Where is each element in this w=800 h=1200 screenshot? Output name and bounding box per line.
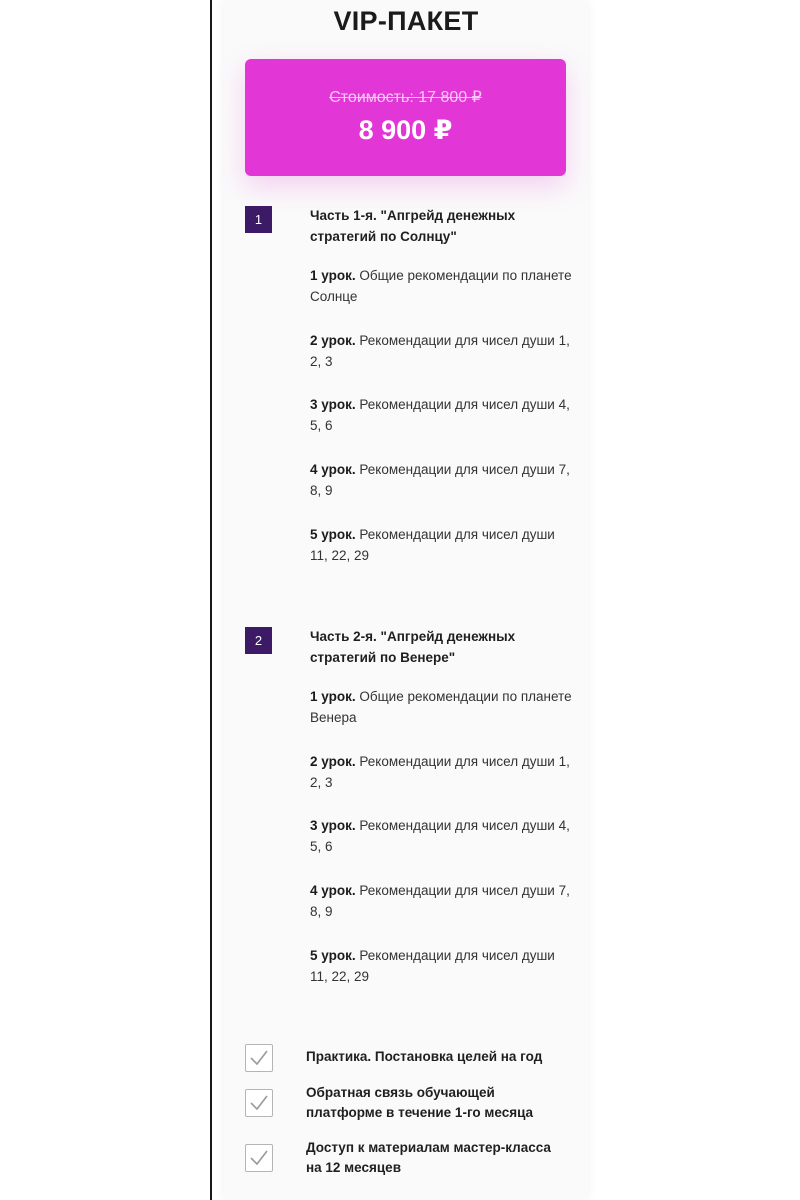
- lesson-text: Рекомендации для чисел души 1, 2, 3: [310, 333, 570, 369]
- lesson-text: Рекомендации для чисел души 11, 22, 29: [310, 527, 555, 563]
- lesson-text: Общие рекомендации по планете Венера: [310, 689, 572, 725]
- lesson-text: Рекомендации для чисел души 1, 2, 3: [310, 754, 570, 790]
- lesson-label: 3 урок.: [310, 397, 356, 412]
- lesson-item: [310, 686, 572, 728]
- checkmark-icon: [245, 1089, 273, 1117]
- lesson-item: [310, 459, 572, 501]
- part-number-badge: 2: [245, 627, 272, 654]
- part-title: Часть 1-я. "Апгрейд денежных стратегий по Солнцу": [310, 208, 516, 244]
- lesson-item: [310, 394, 572, 436]
- lesson-item: [310, 330, 572, 372]
- lesson-item: [310, 265, 572, 307]
- lesson-text: Рекомендации для чисел души 4, 5, 6: [310, 818, 570, 854]
- part-number-badge: 1: [245, 206, 272, 233]
- feature-text: Обратная связь обучающей платформе в течение 1-го месяца: [306, 1085, 534, 1120]
- lesson-text: Рекомендации для чисел души 7, 8, 9: [310, 883, 570, 919]
- page-border-line: [210, 0, 212, 1200]
- lesson-text: Рекомендации для чисел души 7, 8, 9: [310, 462, 570, 498]
- lesson-label: 2 урок.: [310, 754, 356, 769]
- lesson-text: Рекомендации для чисел души 11, 22, 29: [310, 948, 555, 984]
- part-title: Часть 2-я. "Апгрейд денежных стратегий по Венере": [310, 629, 516, 665]
- lesson-label: 4 урок.: [310, 462, 356, 477]
- lesson-label: 1 урок.: [310, 268, 356, 283]
- lesson-label: 4 урок.: [310, 883, 356, 898]
- lesson-text: Рекомендации для чисел души 4, 5, 6: [310, 397, 570, 433]
- package-title: VIP-ПАКЕТ: [333, 6, 479, 36]
- lesson-item: [310, 751, 572, 793]
- lesson-label: 1 урок.: [310, 689, 356, 704]
- new-price: 8 900 ₽: [358, 115, 453, 145]
- feature-text: Доступ к материалам мастер-класса на 12 месяцев: [306, 1140, 551, 1175]
- lesson-label: 3 урок.: [310, 818, 356, 833]
- lesson-item: [310, 880, 572, 922]
- old-price: Стоимость: 17 800 ₽: [329, 89, 482, 106]
- price-box: [245, 59, 566, 176]
- lesson-label: 2 урок.: [310, 333, 356, 348]
- lesson-item: [310, 945, 572, 987]
- lesson-label: 5 урок.: [310, 527, 356, 542]
- lesson-label: 5 урок.: [310, 948, 356, 963]
- lesson-item: [310, 815, 572, 857]
- feature-text: Практика. Постановка целей на год: [306, 1049, 543, 1064]
- vip-package-card: [224, 0, 588, 1200]
- lesson-item: [310, 524, 572, 566]
- checkmark-icon: [245, 1044, 273, 1072]
- checkmark-icon: [245, 1144, 273, 1172]
- lesson-text: Общие рекомендации по планете Солнце: [310, 268, 572, 304]
